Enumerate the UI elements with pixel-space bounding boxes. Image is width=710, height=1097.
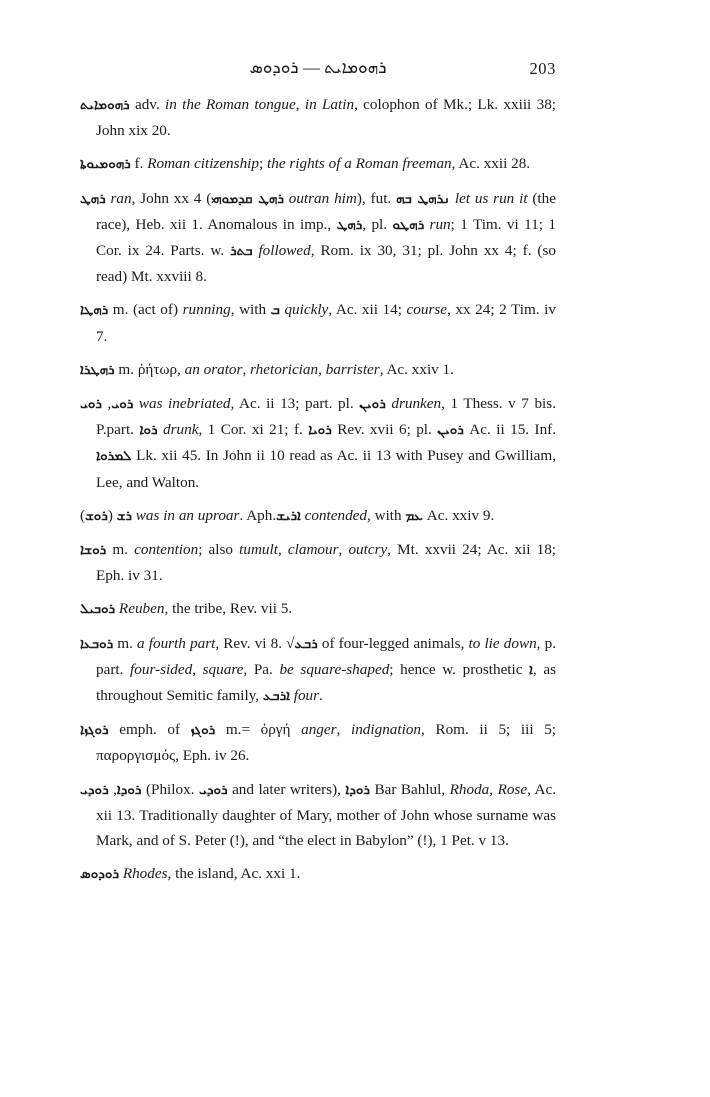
syriac-term: ܪܗܛ <box>336 216 363 233</box>
syriac-term: ܪܘܒܥܐ <box>80 635 114 652</box>
dictionary-entry: ܪܘܒܝܠ Reuben, the tribe, Rev. vii 5. <box>80 600 293 618</box>
syriac-term: ܒܬܪ <box>230 243 253 260</box>
syriac-term: ܪܘܕܐ <box>116 781 142 798</box>
syriac-term: ܒ <box>270 302 280 319</box>
syriac-term: ܪܗܛܪܐ <box>80 361 115 378</box>
syriac-term: ܥܡ <box>405 507 423 524</box>
syriac-term: ܪܘܓܙܐ <box>80 722 109 739</box>
dictionary-entry: ܪܗܛ ran, John xx 4 (ܪܗܛ ܩܕܡܘܗܝ outran him), fut. ܢܪܗܛ ܒܗ let us run it (the race), Heb. xii 1. Anomalous in imp., ܪܗܛ, pl. ܪܗܛܘ run; 1 Tim. vi 11; 1 Cor. ix 24. Parts. w. ܒܬܪ followed, Rom. ix 30, 31; pl. John xx 4; f. (so read) Mt. xxviii 8. <box>80 189 556 286</box>
syriac-term: ܐ <box>529 661 533 678</box>
syriac-term: ܪܘܓܙ <box>190 722 216 739</box>
syriac-term: ܪܗܘܡܝܘܬܐ <box>80 156 131 173</box>
syriac-term: ܪܘܕܐ <box>345 781 370 798</box>
syriac-term: ܪܘܕܝ <box>80 781 109 798</box>
syriac-term: ܐܪܝܫ <box>276 507 301 524</box>
syriac-term: ܪܘܝܐ <box>308 422 332 439</box>
page-number: 203 <box>529 59 556 78</box>
dictionary-entry: (ܪܘܫ) ܪܫ was in an uproar. Aph.ܐܪܝܫ contended, with ܥܡ Ac. xxiv 9. <box>80 506 495 524</box>
syriac-term: ܪܗܘܡܐܝܬ <box>80 97 130 113</box>
dictionary-entry: ܪܗܛܪܐ m. ῥήτωρ, an orator, rhetorician, barrister, Ac. xxiv 1. <box>80 360 454 378</box>
syriac-term: ܐܪܒܥ <box>262 688 290 705</box>
syriac-term: ܪܘܝ <box>111 396 134 413</box>
dictionary-entry: ܪܗܘܡܝܘܬܐ f. Roman citizenship; the rights of a Roman freeman, Ac. xxii 28. <box>80 155 531 173</box>
syriac-term: ܪܗܛ <box>80 190 106 207</box>
syriac-term: ܪܘܕܘܣ <box>80 866 120 883</box>
syriac-term: ܪܫ <box>116 507 132 524</box>
running-head <box>80 58 556 86</box>
dictionary-entry: ܪܘܫܐ m. contention; also tumult, clamour, outcry, Mt. xxvii 24; Ac. xii 18; Eph. iv 31. <box>80 541 557 585</box>
syriac-term: ܪܗܛܘ <box>392 216 425 233</box>
dictionary-entry: ܪܘܝ, ܪܘܝ was inebriated, Ac. ii 13; part. pl. ܪܘܝܢ drunken, 1 Thess. v 7 bis. P.part. ܪܘܐ drunk, 1 Cor. xi 21; f. ܪܘܝܐ Rev. xvii 6; pl. ܪܘܝܢ Ac. ii 15. Inf. ܠܡܪܘܐ Lk. xii 45. In John ii 10 read as Ac. ii 13 with Pusey and Gwilliam, Lee, and Walton. <box>80 395 557 491</box>
syriac-term: ܪܘܝܢ <box>359 396 386 413</box>
syriac-term: ܪܘܒܝܠ <box>80 601 116 618</box>
syriac-term: ܠܡܪܘܐ <box>96 448 132 465</box>
syriac-term: ܪܘܝ <box>80 396 102 413</box>
dictionary-entry: ܪܗܘܡܐܝܬ adv. in the Roman tongue, in Latin, colophon of Mk.; Lk. xxiii 38; John xix 20. <box>80 96 557 140</box>
syriac-term: ܪܗܛܐ <box>80 302 109 319</box>
syriac-term: ܪܘܫ <box>85 507 108 524</box>
syriac-term: ܪܘܐ <box>139 422 158 439</box>
dictionary-entry: ܪܘܕܐ, ܪܘܕܝ (Philox. ܪܘܕܝ and later writers), ܪܘܕܐ Bar Bahlul, Rhoda, Rose, Ac. xii 13. Traditionally daughter of Mary, mother of John whose surname was Mark, and of S. Peter (!), and “the elect in Babylon” (!), 1 Pet. v 13. <box>80 780 557 850</box>
syriac-term: ܪܘܫܐ <box>80 542 107 559</box>
dictionary-entries <box>80 92 556 895</box>
syriac-term: ܪܘܝܢ <box>437 422 464 439</box>
dictionary-entry: ܪܗܛܐ m. (act of) running, with ܒ quickly, Ac. xii 14; course, xx 24; 2 Tim. iv 7. <box>80 301 556 345</box>
syriac-term: ܪܒܥ <box>294 635 318 652</box>
dictionary-entry: ܪܘܓܙܐ emph. of ܪܘܓܙ m.= ὀργή anger, indignation, Rom. ii 5; iii 5; παροργισμός, Eph. iv 26. <box>80 721 557 765</box>
running-head-title: ܪܗܘܡܐܝܬ — ܪܘܕܘܣ <box>249 58 387 77</box>
dictionary-entry: ܪܘܕܘܣ Rhodes, the island, Ac. xxi 1. <box>80 865 301 883</box>
syriac-term: ܪܘܕܝ <box>198 781 228 798</box>
syriac-term: ܪܗܛ ܩܕܡܘܗܝ <box>211 190 284 207</box>
syriac-term: ܢܪܗܛ ܒܗ <box>396 190 451 207</box>
dictionary-entry: ܪܘܒܥܐ m. a fourth part, Rev. vi 8. √ܪܒܥ of four-legged animals, to lie down, p. part. four-sided, square, Pa. be square-shaped; hence w. prosthetic ܐ, as throughout Semitic family, ܐܪܒܥ four. <box>80 634 557 705</box>
